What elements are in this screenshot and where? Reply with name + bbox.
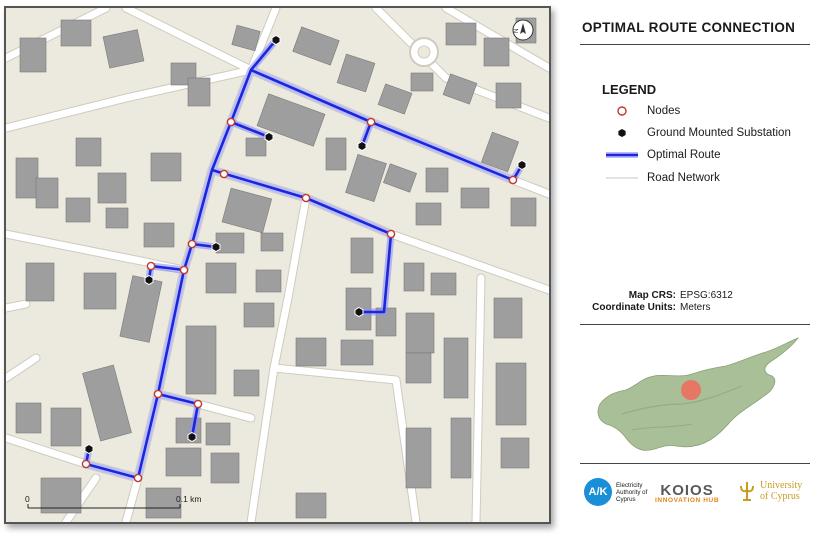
crs-value: EPSG:6312: [680, 290, 733, 301]
units-label: Coordinate Units:: [592, 302, 676, 313]
inset-map: [592, 334, 810, 460]
legend-item-nodes: [605, 103, 680, 119]
legend-item-route: [605, 147, 721, 163]
legend-item-road: [605, 170, 720, 186]
eac-logo: [584, 478, 656, 506]
substation-icon: [85, 445, 93, 454]
substation-icon: [188, 433, 196, 442]
node: [188, 240, 195, 247]
title-divider: [580, 44, 810, 45]
route-line-icon: [605, 150, 639, 160]
map-canvas[interactable]: [6, 8, 549, 522]
node: [387, 230, 394, 237]
node: [134, 474, 141, 481]
substation-icon: [272, 36, 280, 45]
north-arrow-label: N: [514, 28, 520, 33]
eac-logo-icon: A/K: [584, 478, 612, 506]
substation-icon: [212, 243, 220, 252]
node: [367, 118, 374, 125]
koios-logo-name: KOIOS: [660, 482, 714, 499]
ucy-logo-line2: of Cyprus: [760, 491, 800, 502]
eac-logo-text: Electricity Authority of Cyprus: [616, 481, 648, 503]
legend-label: Road Network: [647, 172, 720, 184]
node: [147, 262, 154, 269]
units-value: Meters: [680, 302, 711, 313]
node-icon: [616, 105, 628, 117]
scale-start: 0: [25, 494, 30, 504]
substation-icon: [145, 276, 153, 285]
legend-label: Nodes: [647, 105, 681, 117]
substation-icon: [518, 161, 526, 170]
scale-end: 0.1 km: [176, 494, 202, 504]
ucy-logo-line1: University: [760, 480, 803, 491]
ucy-logo-icon: [737, 480, 757, 502]
koios-logo: [655, 482, 719, 504]
node: [154, 390, 161, 397]
node: [509, 176, 516, 183]
road-line-icon: [605, 173, 639, 183]
node: [220, 170, 227, 177]
node: [82, 460, 89, 467]
node: [194, 400, 201, 407]
legend-title: LEGEND: [602, 82, 657, 97]
substation-icon: [358, 142, 366, 151]
substation-icon: [265, 133, 273, 142]
crs-label: Map CRS:: [628, 290, 676, 301]
substation-icon: [355, 308, 363, 317]
crs-info: [586, 290, 733, 314]
cyprus-outline: [592, 334, 810, 460]
legend-label: Optimal Route: [647, 149, 721, 161]
area-highlight: [681, 380, 701, 400]
node: [227, 118, 234, 125]
crs-divider: [580, 324, 810, 325]
map-frame[interactable]: [4, 6, 551, 524]
ucy-logo: [737, 480, 802, 502]
koios-logo-sub: INNOVATION HUB: [655, 497, 720, 504]
legend-item-substation: [605, 125, 791, 141]
node: [302, 194, 309, 201]
logos-divider: [580, 463, 810, 464]
legend-label: Ground Mounted Substation: [647, 127, 791, 139]
node: [180, 266, 187, 273]
map-title: OPTIMAL ROUTE CONNECTION: [582, 20, 796, 35]
substation-icon: [616, 127, 628, 139]
north-arrow: [513, 20, 533, 40]
